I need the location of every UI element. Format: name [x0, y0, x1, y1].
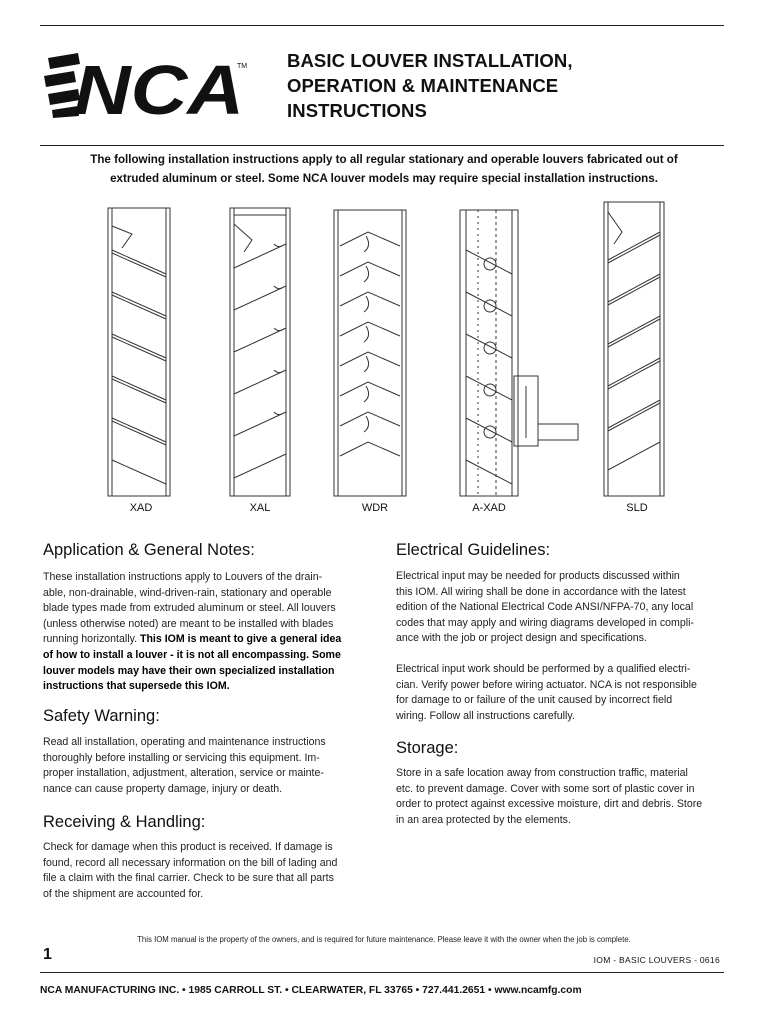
louver-diagrams: [0, 198, 768, 528]
electrical-text-1: [396, 569, 694, 647]
text-line: (unless otherwise noted) are meant to be installed with blades: [43, 617, 334, 630]
receiving-heading: Receiving & Handling:: [43, 813, 206, 831]
title-line-3: INSTRUCTIONS: [287, 100, 427, 121]
xad-diagram: [108, 208, 170, 496]
label-wdr: WDR: [361, 502, 389, 514]
text-line: Read all installation, operating and maintenance instructions: [43, 736, 326, 748]
text-line: ance with the job or project design and specifications.: [396, 632, 647, 645]
text-line: able, non-drainable, wind-driven-rain, stationary and operable: [43, 586, 332, 599]
text-line: [43, 679, 341, 695]
bold-text: louver models may have their own specialized installation: [43, 664, 335, 677]
title-line-1: BASIC LOUVER INSTALLATION,: [287, 50, 573, 71]
company-info: NCA MANUFACTURING INC. • 1985 CARROLL ST. • CLEARWATER, FL 33765 • 727.441.2651 • www.ncamfg.com: [40, 985, 582, 996]
electrical-text-2: [396, 662, 697, 724]
safety-heading: Safety Warning:: [43, 707, 160, 725]
text-line: order to protect against excessive moisture, dirt and debris. Store: [396, 798, 703, 811]
text-line: Check for damage when this product is received. If damage is: [43, 841, 333, 853]
text-line: [43, 664, 341, 680]
label-a-xad: A-XAD: [472, 502, 506, 514]
sld-diagram: [604, 202, 664, 496]
application-heading: Application & General Notes:: [43, 541, 255, 559]
text-segment: running horizontally.: [43, 633, 140, 646]
footer-rule: [40, 972, 724, 973]
text-line: found, record all necessary information on the bill of lading and: [43, 856, 338, 869]
top-rule: [40, 25, 724, 26]
text-line: in an area protected by the elements.: [396, 813, 571, 826]
text-line: proper installation, adjustment, alteration, service or mainte-: [43, 767, 324, 780]
logo-text: NCA: [74, 51, 244, 120]
trademark: TM: [237, 63, 248, 70]
text-line: Electrical input may be needed for products discussed within: [396, 570, 680, 582]
nca-logo: [44, 50, 250, 120]
electrical-heading: Electrical Guidelines:: [396, 541, 551, 559]
text-line: Store in a safe location away from construction traffic, material: [396, 767, 688, 779]
text-line: this IOM. All wiring shall be done in accordance with the latest: [396, 585, 686, 598]
text-line: thoroughly before installing or servicing this equipment. Im-: [43, 751, 320, 764]
safety-text: [43, 735, 326, 797]
receiving-text: [43, 840, 337, 902]
intro-line-2: extruded aluminum or steel. Some NCA louver models may require special installation instructions.: [110, 172, 658, 185]
wdr-diagram: [334, 210, 406, 496]
intro-line-1: The following installation instructions apply to all regular stationary and operable louvers fabricated out of: [90, 153, 678, 166]
storage-heading: Storage:: [396, 739, 459, 757]
title-line-2: OPERATION & MAINTENANCE: [287, 75, 559, 96]
text-line: cian. Verify power before wiring actuator. NCA is not responsible: [396, 678, 697, 691]
bold-text: This IOM is meant to give a general idea: [139, 633, 342, 646]
text-line: Electrical input work should be performed by a qualified electri-: [396, 663, 691, 675]
document-id: IOM - BASIC LOUVERS - 0616: [593, 955, 720, 965]
text-line: etc. to prevent damage. Cover with some sort of plastic cover in: [396, 782, 695, 795]
page-number: 1: [43, 946, 52, 963]
text-line: [43, 648, 341, 664]
a-xad-diagram: [460, 210, 578, 496]
header-rule: [40, 145, 724, 146]
application-text: [43, 570, 341, 695]
label-sld: SLD: [626, 502, 648, 514]
text-line: blade types made from extruded aluminum or steel. All louvers: [43, 602, 336, 615]
bold-text: instructions that supersede this IOM.: [43, 680, 230, 693]
label-xad: XAD: [129, 502, 153, 514]
text-line: edition of the National Electrical Code ANSI/NFPA-70, any local: [396, 601, 694, 614]
ownership-note: This IOM manual is the property of the owners, and is required for future maintenance. Please leave it with the owner when the job is complete.: [137, 935, 631, 944]
storage-text: [396, 766, 702, 828]
text-line: [43, 632, 341, 648]
xal-diagram: [230, 208, 290, 496]
text-line: wiring. Follow all instructions carefully.: [396, 709, 575, 722]
page-title: [287, 48, 727, 123]
intro-text: [40, 150, 728, 188]
text-line: of the shipment are accounted for.: [43, 887, 204, 900]
text-line: file a claim with the final carrier. Check to be sure that all parts: [43, 872, 334, 885]
text-line: nance can cause property damage, injury or death.: [43, 782, 283, 795]
label-xal: XAL: [249, 502, 271, 514]
bold-text: of how to install a louver - it is not all encompassing. Some: [43, 648, 341, 661]
text-line: These installation instructions apply to Louvers of the drain-: [43, 571, 323, 583]
text-line: for damage to or failure of the unit caused by incorrect field: [396, 694, 673, 707]
text-line: codes that may apply and wiring diagrams developed in compli-: [396, 616, 694, 629]
